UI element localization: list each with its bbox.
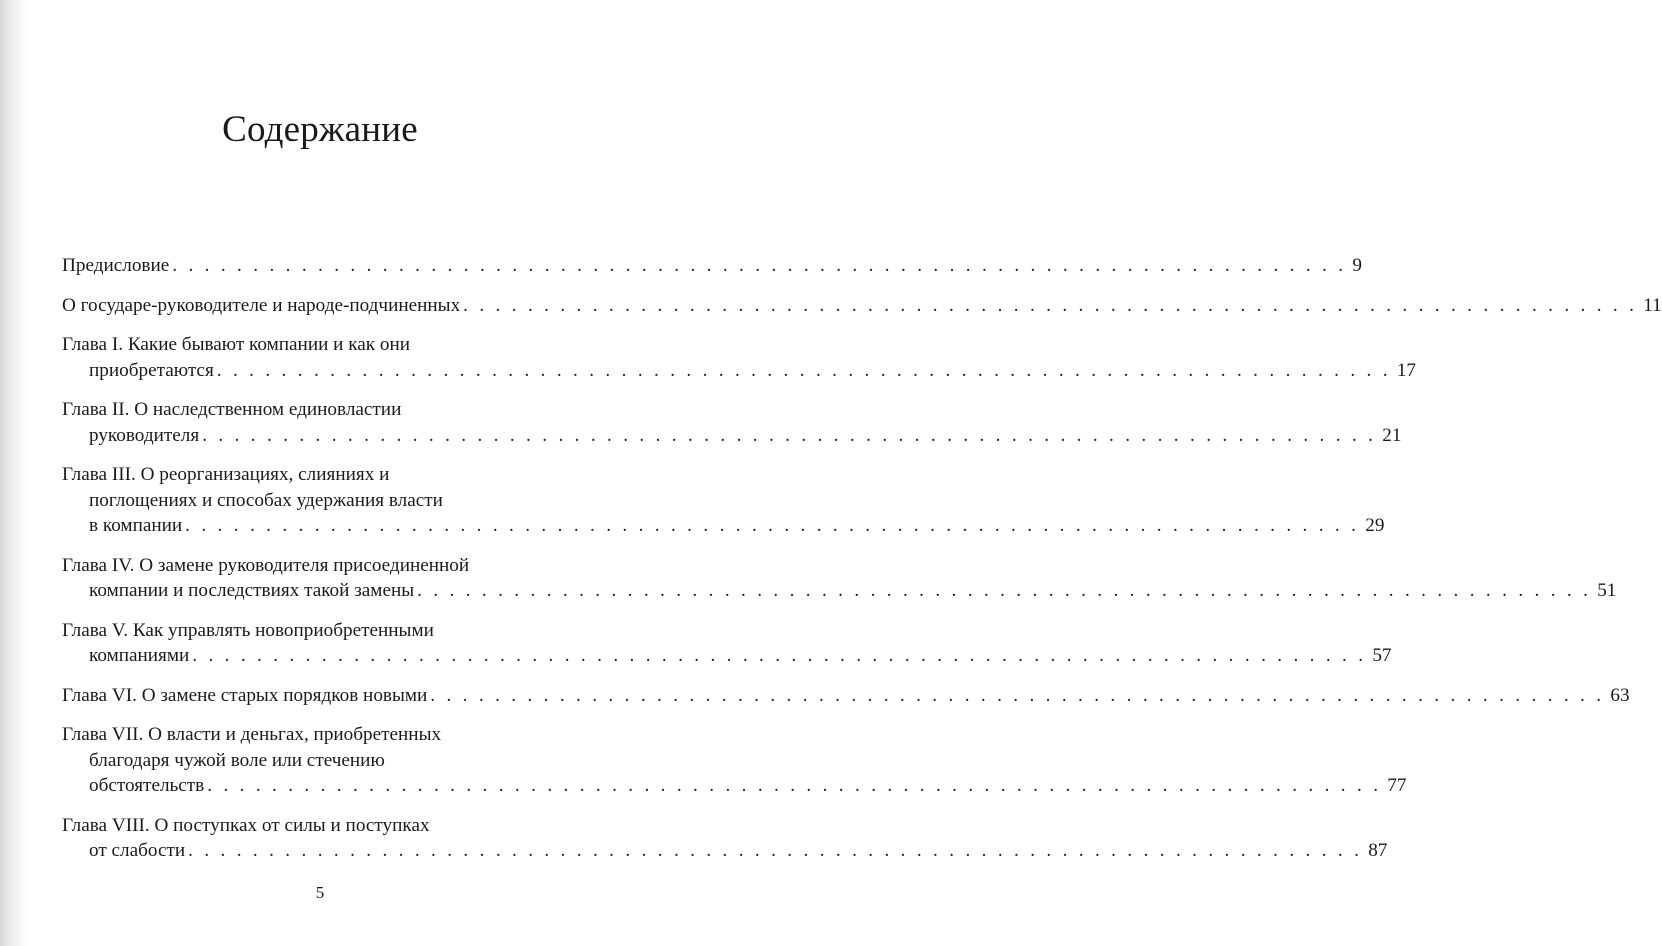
toc-entry-title: Глава VII. О власти и деньгах, приобретенных bbox=[62, 724, 442, 745]
toc-entry-title: Глава II. О наследственном единовластии bbox=[62, 399, 402, 420]
toc-entry-line bbox=[62, 332, 559, 358]
toc-entry-page: 51 bbox=[1597, 580, 1617, 601]
dot-leader: . . . . . . . . . . . . . . . . . . . . . . . . . . . . . . . . . . . . . . . . . . . . . . . . . . . . . . . . . . . . . . . . . . . . . . . . . bbox=[202, 424, 1377, 446]
toc-entry-page: 87 bbox=[1368, 840, 1388, 861]
toc-entry-title: Предисловие bbox=[62, 255, 170, 276]
dot-leader: . . . . . . . . . . . . . . . . . . . . . . . . . . . . . . . . . . . . . . . . . . . . . . . . . . . . . . . . . . . . . . . . . . . . . . . . . bbox=[207, 775, 1382, 796]
page-title: Содержание bbox=[222, 109, 418, 150]
toc-entry-page: 57 bbox=[1372, 645, 1392, 666]
toc-entry-title: приобретаются bbox=[89, 359, 214, 381]
toc-entry-title: поглощениях и способах удержания власти bbox=[89, 489, 443, 511]
toc-entry-line bbox=[62, 748, 559, 774]
toc-entry-line bbox=[62, 488, 559, 514]
toc-entry-line bbox=[62, 553, 559, 579]
toc-entry-title: Глава IV. О замене руководителя присоединенной bbox=[62, 554, 470, 576]
toc-entry-line bbox=[62, 423, 1402, 449]
toc-entry-title: в компании bbox=[89, 515, 183, 536]
toc-entry-page: 29 bbox=[1365, 515, 1385, 536]
dot-leader: . . . . . . . . . . . . . . . . . . . . . . . . . . . . . . . . . . . . . . . . . . . . . . . . . . . . . . . . . . . . . . . . . . . . . . . . . bbox=[188, 840, 1363, 861]
toc-entry-line bbox=[62, 813, 559, 839]
page-number: 5 bbox=[315, 883, 325, 902]
toc-entry-title: Глава III. О реорганизациях, слияниях и bbox=[62, 464, 390, 485]
toc-entry-line bbox=[62, 253, 1362, 279]
toc-entry-line bbox=[62, 397, 559, 423]
toc-entry[interactable] bbox=[62, 397, 1402, 448]
toc-entry[interactable] bbox=[62, 253, 1362, 279]
toc-entry[interactable] bbox=[62, 722, 1407, 799]
table-of-contents bbox=[62, 253, 1662, 878]
toc-entry-line bbox=[62, 358, 1417, 384]
toc-entry-page: 9 bbox=[1352, 255, 1362, 276]
dot-leader: . . . . . . . . . . . . . . . . . . . . . . . . . . . . . . . . . . . . . . . . . . . . . . . . . . . . . . . . . . . . . . . . . . . . . . . . . bbox=[463, 294, 1638, 316]
toc-entry-title: обстоятельств bbox=[89, 775, 205, 796]
dot-leader: . . . . . . . . . . . . . . . . . . . . . . . . . . . . . . . . . . . . . . . . . . . . . . . . . . . . . . . . . . . . . . . . . . . . . . . . . bbox=[192, 645, 1367, 666]
toc-entry[interactable] bbox=[62, 553, 1617, 604]
toc-entry-page: 21 bbox=[1382, 424, 1402, 446]
toc-entry-line bbox=[62, 578, 1617, 604]
toc-entry-title: Глава I. Какие бывают компании и как они bbox=[62, 334, 411, 355]
toc-entry[interactable] bbox=[62, 813, 1388, 864]
toc-entry-page: 63 bbox=[1610, 684, 1630, 706]
toc-entry-title: руководителя bbox=[89, 424, 200, 446]
toc-entry-line bbox=[62, 683, 1630, 709]
toc-entry-line bbox=[62, 462, 559, 488]
toc-entry[interactable] bbox=[62, 462, 1385, 539]
toc-entry-title: Глава V. Как управлять новоприобретенными bbox=[62, 619, 434, 641]
toc-entry-title: О государе-руководителе и народе-подчиненных bbox=[62, 294, 461, 316]
toc-entry-line bbox=[62, 773, 1407, 799]
toc-entry-page: 17 bbox=[1396, 359, 1417, 381]
toc-entry[interactable] bbox=[62, 618, 1392, 669]
toc-entry-title: от слабости bbox=[89, 840, 186, 861]
toc-entry-line bbox=[62, 293, 1662, 319]
toc-entry-page: 11 bbox=[1643, 294, 1662, 316]
dot-leader: . . . . . . . . . . . . . . . . . . . . . . . . . . . . . . . . . . . . . . . . . . . . . . . . . . . . . . . . . . . . . . . . . . . . . . . . . bbox=[172, 255, 1347, 276]
toc-entry[interactable] bbox=[62, 332, 1417, 383]
toc-entry-line bbox=[62, 838, 1388, 864]
toc-entry-title: компаниями bbox=[89, 645, 190, 666]
dot-leader: . . . . . . . . . . . . . . . . . . . . . . . . . . . . . . . . . . . . . . . . . . . . . . . . . . . . . . . . . . . . . . . . . . . . . . . . . bbox=[185, 515, 1360, 536]
toc-entry[interactable] bbox=[62, 683, 1630, 709]
dot-leader: . . . . . . . . . . . . . . . . . . . . . . . . . . . . . . . . . . . . . . . . . . . . . . . . . . . . . . . . . . . . . . . . . . . . . . . . . bbox=[216, 359, 1391, 381]
toc-entry-title: Глава VI. О замене старых порядков новыми bbox=[62, 684, 428, 706]
toc-entry[interactable] bbox=[62, 293, 1662, 319]
toc-entry-line bbox=[62, 618, 559, 644]
toc-entry-line bbox=[62, 513, 1385, 539]
toc-entry-page: 77 bbox=[1387, 775, 1407, 796]
toc-entry-title: Глава VIII. О поступках от силы и поступках bbox=[62, 814, 430, 836]
toc-entry-title: благодаря чужой воле или стечению bbox=[89, 749, 385, 771]
dot-leader: . . . . . . . . . . . . . . . . . . . . . . . . . . . . . . . . . . . . . . . . . . . . . . . . . . . . . . . . . . . . . . . . . . . . . . . . . bbox=[417, 580, 1592, 601]
toc-entry-title: компании и последствиях такой замены bbox=[89, 580, 415, 601]
dot-leader: . . . . . . . . . . . . . . . . . . . . . . . . . . . . . . . . . . . . . . . . . . . . . . . . . . . . . . . . . . . . . . . . . . . . . . . . . bbox=[430, 684, 1605, 706]
toc-entry-line bbox=[62, 722, 559, 748]
toc-entry-line bbox=[62, 643, 1392, 669]
